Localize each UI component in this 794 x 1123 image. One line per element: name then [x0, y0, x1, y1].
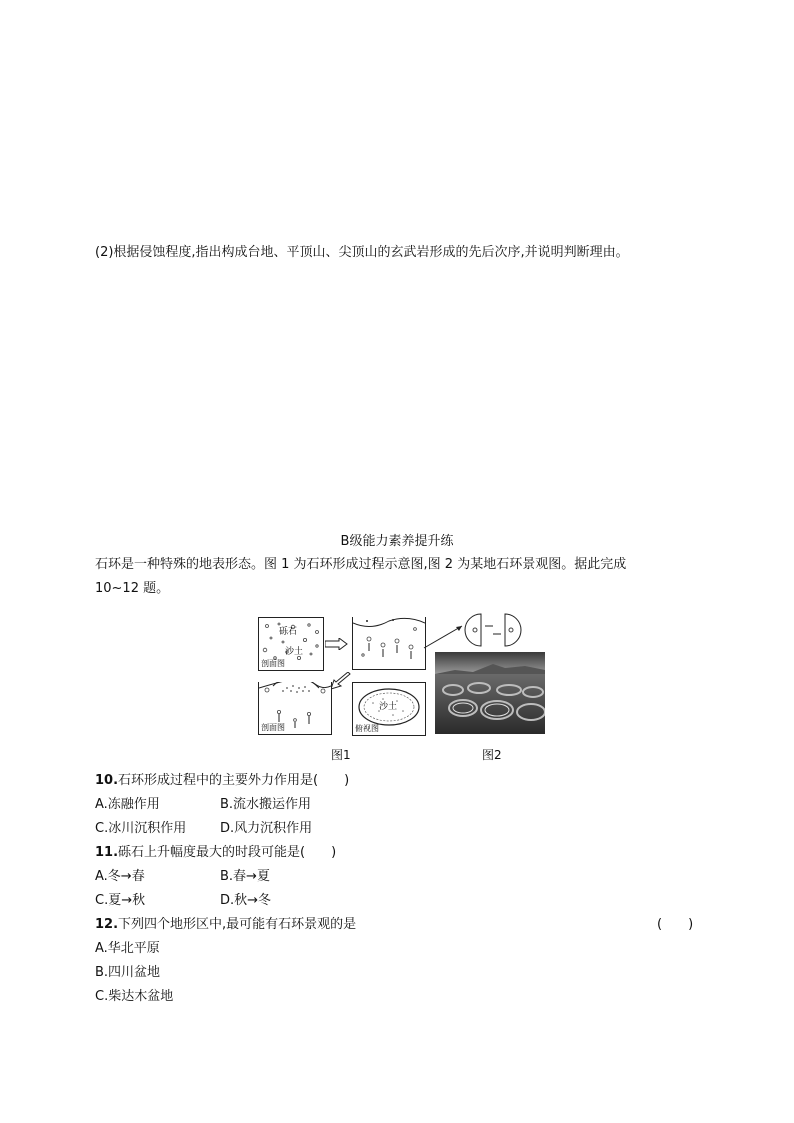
arrow-to-detail-icon	[422, 620, 468, 650]
option-10-d[interactable]: D.风力沉积作用	[220, 821, 313, 836]
diagram-panel-2	[352, 617, 426, 670]
option-10-a[interactable]: A.冻融作用	[95, 797, 160, 812]
arrow-right-icon	[325, 638, 349, 650]
figure-2-caption: 图2	[482, 748, 502, 762]
label-sand: 沙土	[285, 647, 304, 657]
option-10-c[interactable]: C.冰川沉积作用	[95, 821, 187, 836]
figure-2-photo	[435, 652, 545, 734]
option-11-d[interactable]: D.秋→冬	[220, 893, 272, 908]
question-12-number: 12.	[95, 917, 119, 932]
option-11-a[interactable]: A.冬→春	[95, 869, 145, 884]
detail-circles	[463, 612, 525, 648]
option-12-b[interactable]: B.四川盆地	[95, 965, 161, 980]
option-11-b[interactable]: B.春→夏	[220, 869, 270, 884]
intro-text-line-1: 石环是一种特殊的地表形态。图 1 为石环形成过程示意图,图 2 为某地石环景观图。据此完成	[95, 557, 627, 572]
question-10-number: 10.	[95, 773, 119, 788]
option-12-c[interactable]: C.柴达木盆地	[95, 989, 174, 1004]
question-11-stem: 砾石上升幅度最大的时段可能是( )	[118, 845, 337, 860]
question-10-options-row-1	[95, 796, 312, 814]
figure-1-caption: 图1	[331, 748, 351, 762]
question-10	[95, 772, 349, 790]
question-11-number: 11.	[95, 845, 119, 860]
question-11	[95, 844, 336, 862]
question-part-2: (2)根据侵蚀程度,指出构成台地、平顶山、尖顶山的玄武岩形成的先后次序,并说明判断理由。	[95, 245, 629, 260]
label-section: 剖面图	[261, 659, 285, 668]
diagram-panel-3	[258, 682, 332, 735]
section-title: B级能力素养提升练	[340, 534, 454, 549]
question-10-stem: 石环形成过程中的主要外力作用是( )	[118, 773, 350, 788]
option-11-c[interactable]: C.夏→秋	[95, 893, 146, 908]
question-11-options-row-2	[95, 892, 272, 910]
stone-ring-landscape-image	[435, 652, 545, 734]
diagram-panel-4	[352, 682, 426, 736]
label-plan: 俯视图	[355, 724, 379, 733]
question-12	[95, 916, 356, 934]
question-12-stem: 下列四个地形区中,最可能有石环景观的是	[118, 917, 357, 932]
panel-2-frost-heave	[353, 617, 425, 669]
arrow-down-left-icon	[330, 672, 352, 690]
option-10-b[interactable]: B.流水搬运作用	[220, 797, 312, 812]
option-12-a[interactable]: A.华北平原	[95, 941, 160, 956]
label-section-3: 剖面图	[261, 723, 285, 732]
intro-text-line-2: 10~12 题。	[95, 581, 170, 596]
question-11-options-row-1	[95, 868, 270, 886]
label-sand-plan: 沙土	[379, 702, 398, 712]
label-gravel: 砾石	[279, 627, 298, 637]
question-10-options-row-2	[95, 820, 313, 838]
question-12-answer-bracket[interactable]: ( )	[657, 917, 694, 932]
diagram-panel-1	[258, 617, 324, 671]
